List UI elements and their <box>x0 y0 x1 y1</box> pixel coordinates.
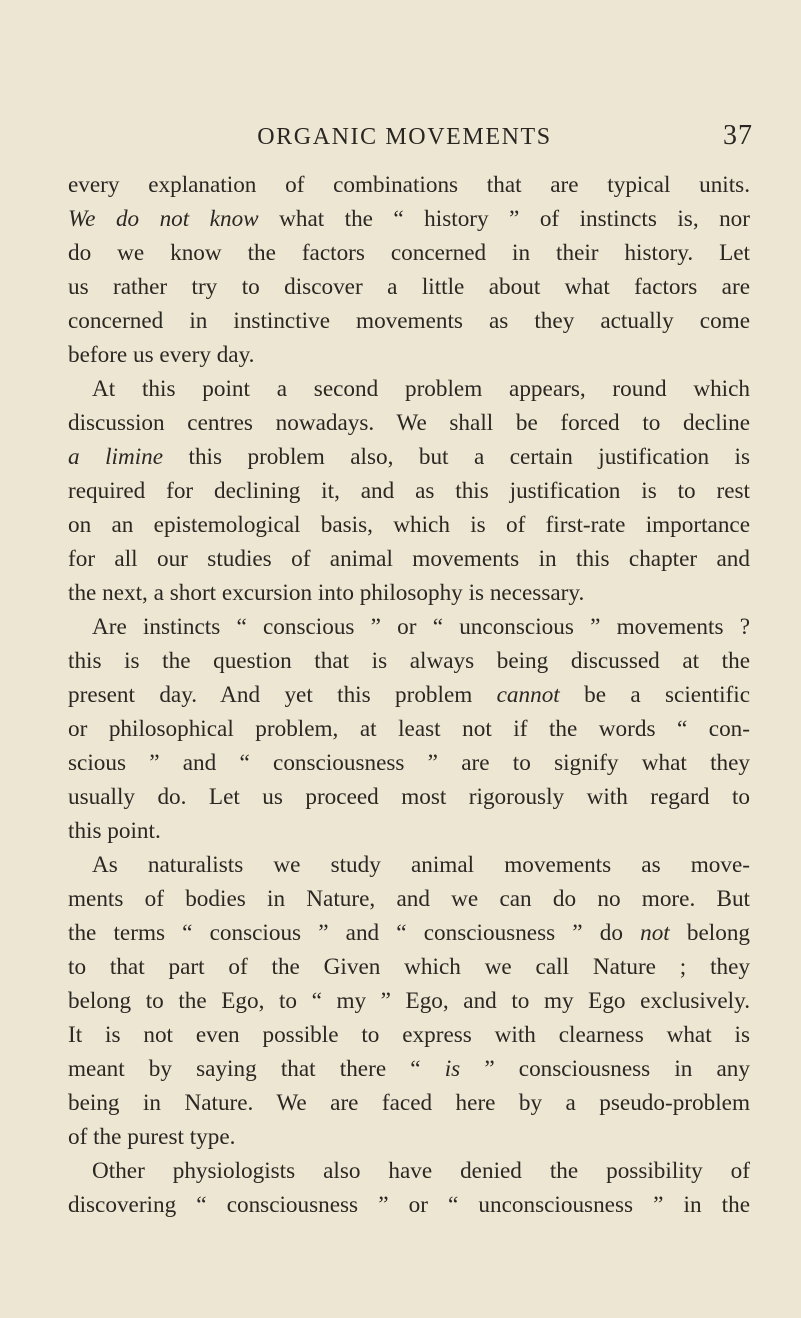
text-line: discussion centres nowadays. We shall be forced to decline <box>68 410 750 436</box>
text-line: of the purest type. <box>68 1124 236 1150</box>
page-number: 37 <box>723 120 753 151</box>
italic-emphasis: We do not know <box>68 206 259 232</box>
text-line: to that part of the Given which we call Nature ; they <box>68 954 750 980</box>
text-line-with-italics: meant by saying that there “ is ” consciousness in any <box>68 1056 750 1082</box>
italic-emphasis: not <box>640 920 670 946</box>
text-line-with-italics: a limine this problem also, but a certain justification is <box>68 444 750 470</box>
body-text <box>68 168 750 1222</box>
text-line-with-italics: the terms “ conscious ” and “ consciousness ” do not belong <box>68 920 751 946</box>
text-line: this is the question that is always being discussed at the <box>68 648 750 674</box>
text-line: before us every day. <box>68 342 255 368</box>
text-line: every explanation of combinations that are typical units. <box>68 172 750 198</box>
text-line-with-italics: present day. And yet this problem cannot be a scientific <box>68 682 750 708</box>
text-line: concerned in instinctive movements as they actually come <box>68 308 750 334</box>
text-line: discovering “ consciousness ” or “ unconsciousness ” in the <box>68 1192 750 1218</box>
italic-emphasis: a limine <box>68 444 164 470</box>
text-line: required for declining it, and as this justification is to rest <box>68 478 750 504</box>
text-line: As naturalists we study animal movements as move- <box>92 852 750 878</box>
text-line: do we know the factors concerned in their history. Let <box>68 240 750 266</box>
text-line: At this point a second problem appears, round which <box>92 376 750 402</box>
text-line: belong to the Ego, to “ my ” Ego, and to my Ego exclusively. <box>68 988 750 1014</box>
text-line: the next, a short excursion into philosophy is necessary. <box>68 580 585 606</box>
text-line: ments of bodies in Nature, and we can do no more. But <box>68 886 750 912</box>
text-line: Other physiologists also have denied the possibility of <box>92 1158 750 1184</box>
text-line: usually do. Let us proceed most rigorously with regard to <box>68 784 750 810</box>
text-line: this point. <box>68 818 161 844</box>
italic-emphasis: cannot <box>496 682 560 708</box>
text-line: on an epistemological basis, which is of first-rate importance <box>68 512 750 538</box>
text-line: It is not even possible to express with clearness what is <box>68 1022 750 1048</box>
text-line: scious ” and “ consciousness ” are to signify what they <box>68 750 750 776</box>
italic-emphasis: is <box>444 1056 461 1082</box>
text-line: or philosophical problem, at least not if the words “ con- <box>68 716 750 742</box>
text-line: Are instincts “ conscious ” or “ unconscious ” movements ? <box>92 614 750 640</box>
running-title: ORGANIC MOVEMENTS <box>257 124 552 150</box>
text-line: being in Nature. We are faced here by a pseudo-problem <box>68 1090 750 1116</box>
text-line: for all our studies of animal movements in this chapter and <box>68 546 750 572</box>
text-line: us rather try to discover a little about what factors are <box>68 274 750 300</box>
page-header <box>56 118 753 158</box>
text-line-with-italics: We do not know what the “ history ” of instincts is, nor <box>68 206 750 232</box>
